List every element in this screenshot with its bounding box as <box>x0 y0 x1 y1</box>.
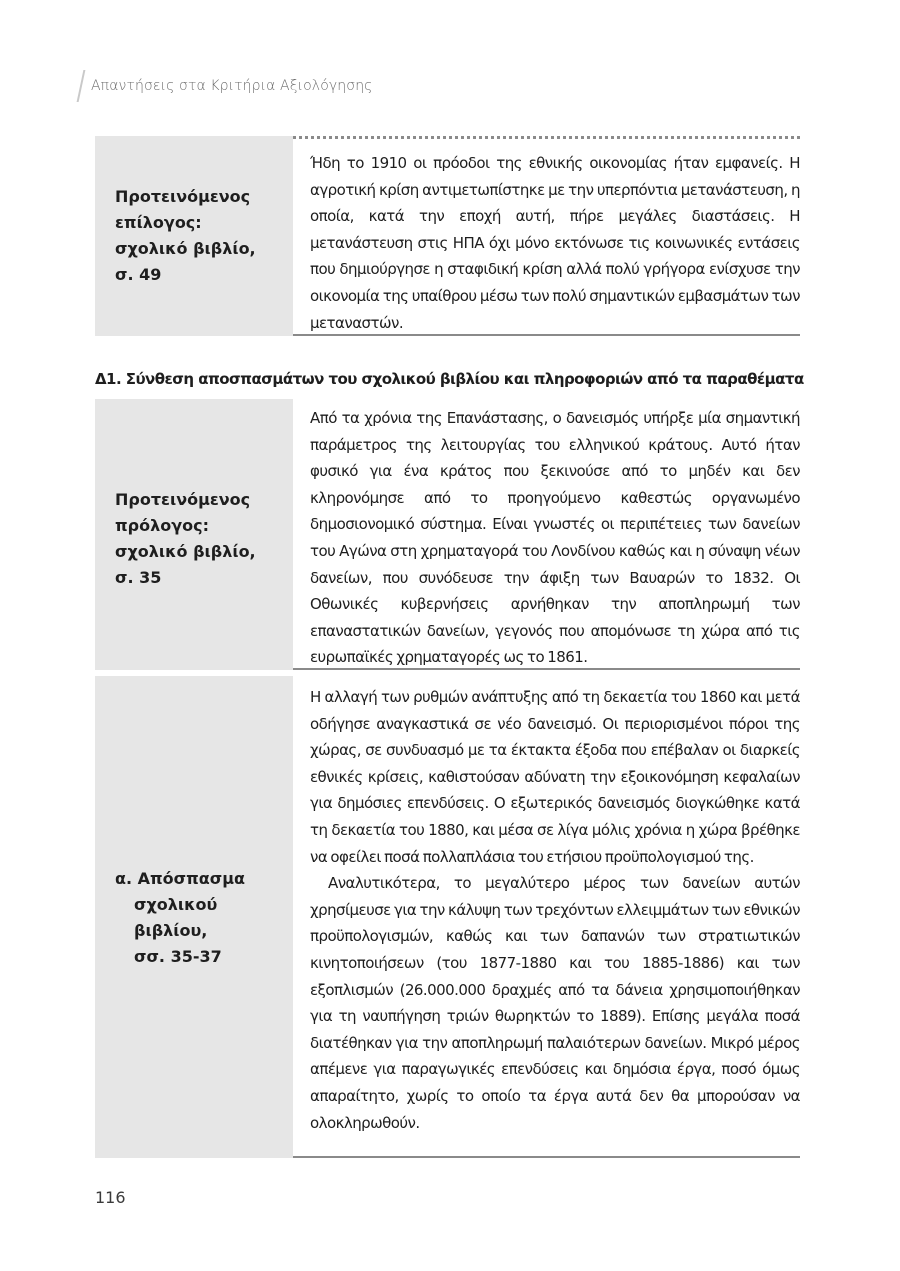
label-line: Προτεινόμενος <box>115 187 251 206</box>
label-line: σσ. 35-37 <box>134 947 222 966</box>
section-heading: Δ1. Σύνθεση αποσπασμάτων του σχολικού βιβλίου και πληροφοριών από τα παραθέματα <box>95 370 804 388</box>
bottom-rule <box>293 334 800 336</box>
label-line: α. Απόσπασμα <box>115 869 246 888</box>
text-cell <box>310 684 800 1158</box>
paragraph: Ήδη το 1910 οι πρόοδοι της εθνικής οικονομίας ήταν εμφανείς. Η αγροτική κρίση αντιμετωπίστηκε με την υπερπόντια μετανάστευση, η οποία, κατά την εποχή αυτή, πήρε μεγάλες διαστάσεις. Η μετανάστευση στις ΗΠΑ όχι μόνο εκτόνωσε τις κοινωνικές εντάσεις που δημιούργησε η σταφιδική κρίση αλλά πολύ γρήγορα ενίσχυσε την οικονομία της υπαίθρου μέσω των πολύ σημαντικών εμβασμάτων των μεταναστών. <box>310 154 800 332</box>
top-dotted-rule <box>293 136 800 139</box>
label-line: σχολικού βιβλίου, <box>134 895 218 940</box>
text-cell <box>310 150 800 336</box>
label-cell <box>95 399 293 670</box>
paragraph: Αναλυτικότερα, το μεγαλύτερο μέρος των δανείων αυτών χρησίμευσε για την κάλυψη των τρεχόντων ελλειμμάτων των εθνικών προϋπολογισμών, καθώς και των δαπανών των στρατιωτικών κινητοποιήσεων (του 1877-1880 και του 1885-1886) και των εξοπλισμών (26.000.000 δραχμές από τα δάνεια χρησιμοποιήθηκαν για τη ναυπήγηση τριών θωρηκτών το 1889). Επίσης μεγάλα ποσά διατέθηκαν για την αποπληρωμή παλαιότερων δανείων. Μικρό μέρος απέμενε για παραγωγικές επενδύσεις και δημόσια έργα, ποσό όμως απαραίτητο, χωρίς το οποίο τα έργα αυτά δεν θα μπορούσαν να ολοκληρωθούν. <box>310 874 800 1132</box>
bottom-rule <box>293 1156 800 1158</box>
block-label <box>95 487 256 591</box>
page-number: 116 <box>95 1188 126 1207</box>
label-line: επίλογος: <box>115 213 202 232</box>
label-line: σ. 49 <box>115 265 162 284</box>
paragraph: Η αλλαγή των ρυθμών ανάπτυξης από τη δεκαετία του 1860 και μετά οδήγησε αναγκαστικά σε νέο δανεισμό. Οι περιορισμένοι πόροι της χώρας, σε συνδυασμό με τα έκτακτα έξοδα που επέβαλαν οι διαρκείς εθνικές κρίσεις, καθιστούσαν αδύνατη την εξοικονόμηση κεφαλαίων για δημόσιες επενδύσεις. Ο εξωτερικός δανεισμός διογκώθηκε κατά τη δεκαετία του 1880, και μέσα σε λίγα μόλις χρόνια η χώρα βρέθηκε να οφείλει ποσά πολλαπλάσια του ετήσιου προϋπολογισμού της. <box>310 688 800 866</box>
label-line: σχολικό βιβλίο, <box>115 541 256 561</box>
text-cell <box>310 405 800 670</box>
running-title: Απαντήσεις στα Κριτήρια Αξιολόγησης <box>91 78 373 94</box>
running-head <box>80 68 372 104</box>
label-line: πρόλογος: <box>115 515 209 535</box>
prologue-block <box>95 399 800 670</box>
label-line: σ. 35 <box>115 567 162 587</box>
excerpt-block <box>95 676 800 1158</box>
epilogue-block <box>95 136 800 336</box>
block-label <box>95 184 256 288</box>
label-cell <box>95 136 293 336</box>
paragraph: Από τα χρόνια της Επανάστασης, ο δανεισμός υπήρξε μία σημαντική παράμετρος της λειτουργίας του ελληνικού κράτους. Αυτό ήταν φυσικό για ένα κράτος που ξεκινούσε από το μηδέν και δεν κληρονόμησε από το προηγούμενο καθεστώς οργανωμένο δημοσιονομικό σύστημα. Είναι γνωστές οι περιπέτειες των δανείων του Αγώνα στη χρηματαγορά του Λονδίνου καθώς και η σύναψη νέων δανείων, που συνόδευσε την άφιξη των Βαυαρών το 1832. Οι Οθωνικές κυβερνήσεις αρνήθηκαν την αποπληρωμή των επαναστατικών δανείων, γεγονός που απομόνωσε τη χώρα από τις ευρωπαϊκές χρηματαγορές ως το 1861. <box>310 409 800 667</box>
label-line: Προτεινόμενος <box>115 489 251 509</box>
bottom-rule <box>293 668 800 670</box>
label-line: σχολικό βιβλίο, <box>115 239 256 258</box>
block-label <box>95 866 293 970</box>
header-slash-ornament <box>77 70 86 102</box>
label-cell <box>95 676 293 1158</box>
